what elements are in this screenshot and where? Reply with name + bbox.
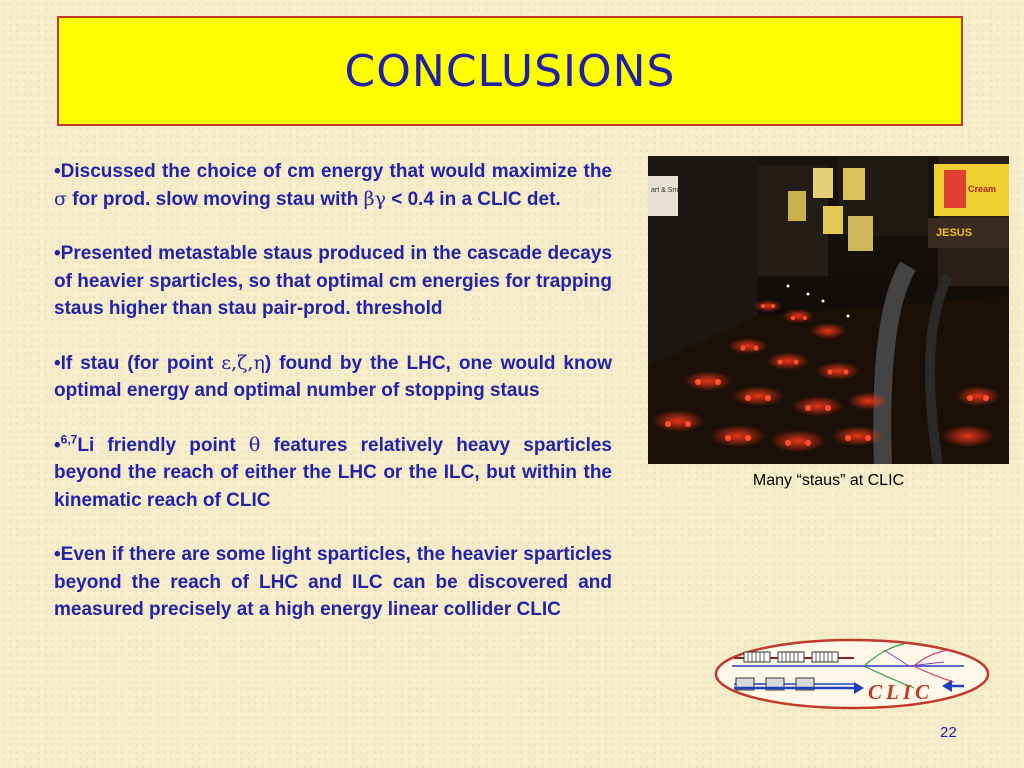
slide-title: CONCLUSIONS <box>344 45 676 97</box>
svg-text:Cream: Cream <box>968 184 997 194</box>
page-number: 22 <box>940 724 957 741</box>
bullet-item: •$^{6,7}$Li friendly point θ features relatively heavy sparticles beyond the reach of either the LHC or the ILC, but within the kinematic reach of CLIC <box>54 432 612 511</box>
bullet-item: •Even if there are some light sparticles, the heavier sparticles beyond the reach of LHC and ILC can be discovered and measured precisely at a high energy linear collider CLIC <box>54 544 612 620</box>
bullet-item: •Discussed the choice of cm energy that would maximize the σ for prod. slow moving stau with βγ < 0.4 in a CLIC det. <box>54 161 612 210</box>
svg-text:CLIC: CLIC <box>868 680 934 704</box>
bullet-item: •Presented metastable staus produced in the cascade decays of heavier sparticles, so that optimal cm energies for trapping staus higher than stau pair-prod. threshold <box>54 243 612 319</box>
photo-caption: Many “staus” at CLIC <box>752 472 905 489</box>
clic-logo <box>714 638 990 710</box>
traffic-photo-graphic <box>648 156 1009 464</box>
traffic-photo <box>648 156 1009 464</box>
clic-logo-graphic <box>714 638 990 710</box>
bullet-item: •If stau (for point ε,ζ,η) found by the LHC, one would know optimal energy and optimal number of stopping staus <box>54 351 612 401</box>
svg-text:JESUS: JESUS <box>936 227 973 239</box>
bullet-list <box>54 158 612 651</box>
title-box <box>57 16 963 126</box>
svg-text:art & Sm: art & Sm <box>651 187 679 194</box>
